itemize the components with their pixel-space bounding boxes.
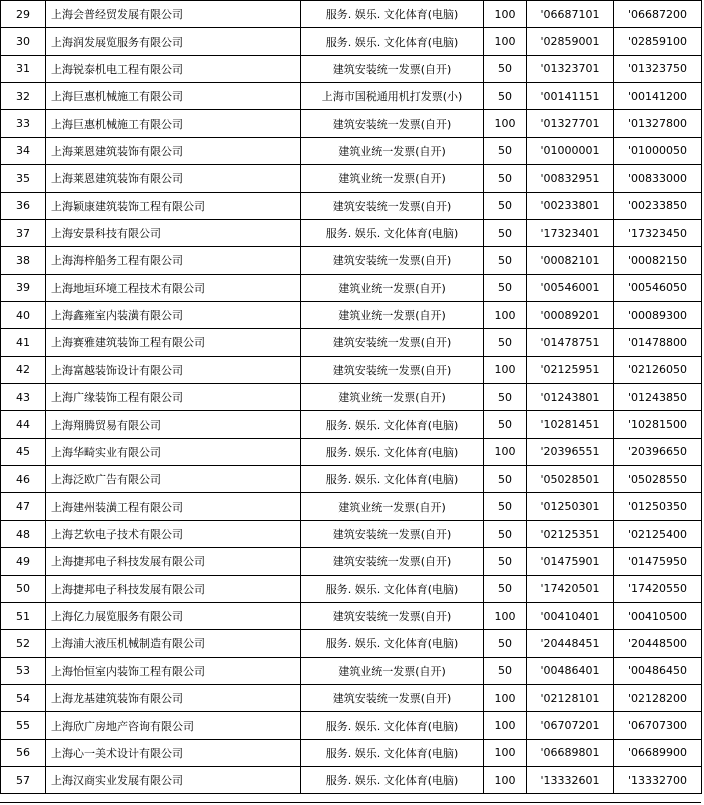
table-row [1, 1, 702, 28]
company-name: 上海海梓船务工程有限公司 [46, 247, 301, 274]
company-name: 上海心一美术设计有限公司 [46, 739, 301, 766]
table-row [1, 520, 702, 547]
start-number: '00832951 [527, 165, 614, 192]
end-number: '17323450 [614, 219, 702, 246]
invoice-type: 服务. 娱乐. 文化体育(电脑) [301, 466, 484, 493]
table-row [1, 28, 702, 55]
start-number: '01478751 [527, 329, 614, 356]
start-number: '00233801 [527, 192, 614, 219]
quantity: 50 [484, 630, 527, 657]
company-name: 上海欣广房地产咨询有限公司 [46, 712, 301, 739]
end-number: '10281500 [614, 411, 702, 438]
end-number: '01250350 [614, 493, 702, 520]
quantity: 100 [484, 767, 527, 794]
invoice-type: 服务. 娱乐. 文化体育(电脑) [301, 411, 484, 438]
end-number: '00546050 [614, 274, 702, 301]
end-number: '02128200 [614, 684, 702, 711]
start-number: '00089201 [527, 301, 614, 328]
table-row [1, 329, 702, 356]
end-number: '00089300 [614, 301, 702, 328]
row-number: 31 [1, 55, 46, 82]
quantity: 100 [484, 356, 527, 383]
quantity: 50 [484, 55, 527, 82]
table-row [1, 493, 702, 520]
start-number: '06707201 [527, 712, 614, 739]
invoice-type: 建筑安装统一发票(自开) [301, 329, 484, 356]
end-number: '02126050 [614, 356, 702, 383]
company-name: 上海浦大液压机械制造有限公司 [46, 630, 301, 657]
invoice-type: 建筑安装统一发票(自开) [301, 520, 484, 547]
row-number: 52 [1, 630, 46, 657]
invoice-type: 建筑安装统一发票(自开) [301, 55, 484, 82]
company-name: 上海润发展览服务有限公司 [46, 28, 301, 55]
quantity: 50 [484, 384, 527, 411]
row-number: 46 [1, 466, 46, 493]
table-row [1, 83, 702, 110]
start-number: '13332601 [527, 767, 614, 794]
invoice-type: 服务. 娱乐. 文化体育(电脑) [301, 28, 484, 55]
start-number: '20396551 [527, 438, 614, 465]
table-row [1, 438, 702, 465]
invoice-type: 建筑业统一发票(自开) [301, 301, 484, 328]
quantity: 50 [484, 520, 527, 547]
invoice-type: 建筑业统一发票(自开) [301, 137, 484, 164]
invoice-type: 建筑业统一发票(自开) [301, 657, 484, 684]
end-number: '20396650 [614, 438, 702, 465]
table-row [1, 684, 702, 711]
start-number: '01327701 [527, 110, 614, 137]
end-number: '00082150 [614, 247, 702, 274]
quantity: 50 [484, 137, 527, 164]
row-number: 49 [1, 548, 46, 575]
table-row [1, 165, 702, 192]
invoice-type: 建筑业统一发票(自开) [301, 493, 484, 520]
invoice-type: 上海市国税通用机打发票(小) [301, 83, 484, 110]
quantity: 50 [484, 493, 527, 520]
row-number: 30 [1, 28, 46, 55]
start-number: '06687101 [527, 1, 614, 28]
end-number: '00233850 [614, 192, 702, 219]
end-number: '00141200 [614, 83, 702, 110]
invoice-type: 建筑安装统一发票(自开) [301, 356, 484, 383]
table-row [1, 575, 702, 602]
quantity: 100 [484, 28, 527, 55]
company-name: 上海巨惠机械施工有限公司 [46, 83, 301, 110]
quantity: 100 [484, 712, 527, 739]
invoice-type: 建筑业统一发票(自开) [301, 165, 484, 192]
quantity: 100 [484, 602, 527, 629]
row-number: 50 [1, 575, 46, 602]
row-number: 37 [1, 219, 46, 246]
row-number: 40 [1, 301, 46, 328]
quantity: 100 [484, 438, 527, 465]
start-number: '02125951 [527, 356, 614, 383]
row-number: 38 [1, 247, 46, 274]
company-name: 上海怡恒室内装饰工程有限公司 [46, 657, 301, 684]
invoice-type: 服务. 娱乐. 文化体育(电脑) [301, 575, 484, 602]
row-number: 35 [1, 165, 46, 192]
invoice-type: 建筑安装统一发票(自开) [301, 247, 484, 274]
company-name: 上海莱恩建筑装饰有限公司 [46, 137, 301, 164]
company-name: 上海龙基建筑装饰有限公司 [46, 684, 301, 711]
start-number: '00546001 [527, 274, 614, 301]
row-number: 48 [1, 520, 46, 547]
start-number: '02859001 [527, 28, 614, 55]
table-row [1, 384, 702, 411]
end-number: '20448500 [614, 630, 702, 657]
quantity: 50 [484, 165, 527, 192]
company-name: 上海富越装饰设计有限公司 [46, 356, 301, 383]
end-number: '00833000 [614, 165, 702, 192]
row-number: 43 [1, 384, 46, 411]
table-row [1, 548, 702, 575]
quantity: 50 [484, 411, 527, 438]
row-number: 42 [1, 356, 46, 383]
company-name: 上海巨惠机械施工有限公司 [46, 110, 301, 137]
invoice-type: 服务. 娱乐. 文化体育(电脑) [301, 1, 484, 28]
row-number: 47 [1, 493, 46, 520]
company-name: 上海汉商实业发展有限公司 [46, 767, 301, 794]
quantity: 50 [484, 219, 527, 246]
end-number: '02125400 [614, 520, 702, 547]
end-number: '02859100 [614, 28, 702, 55]
table-row [1, 602, 702, 629]
table-row [1, 657, 702, 684]
invoice-type: 服务. 娱乐. 文化体育(电脑) [301, 219, 484, 246]
start-number: '00410401 [527, 602, 614, 629]
invoice-type: 服务. 娱乐. 文化体育(电脑) [301, 630, 484, 657]
start-number: '17323401 [527, 219, 614, 246]
invoice-type: 建筑业统一发票(自开) [301, 384, 484, 411]
company-name: 上海捷邦电子科技发展有限公司 [46, 575, 301, 602]
row-number: 56 [1, 739, 46, 766]
end-number: '17420550 [614, 575, 702, 602]
invoice-type: 建筑安装统一发票(自开) [301, 110, 484, 137]
company-name: 上海赛雅建筑装饰工程有限公司 [46, 329, 301, 356]
row-number: 34 [1, 137, 46, 164]
table-row [1, 356, 702, 383]
quantity: 100 [484, 739, 527, 766]
start-number: '02128101 [527, 684, 614, 711]
table-row [1, 247, 702, 274]
company-name: 上海华畸实业有限公司 [46, 438, 301, 465]
start-number: '01000001 [527, 137, 614, 164]
table-row [1, 110, 702, 137]
end-number: '05028550 [614, 466, 702, 493]
invoice-type: 服务. 娱乐. 文化体育(电脑) [301, 712, 484, 739]
company-name: 上海艺软电子技术有限公司 [46, 520, 301, 547]
invoice-type: 建筑安装统一发票(自开) [301, 602, 484, 629]
table-row [1, 466, 702, 493]
quantity: 50 [484, 329, 527, 356]
start-number: '20448451 [527, 630, 614, 657]
table-row [1, 192, 702, 219]
company-name: 上海翔腾贸易有限公司 [46, 411, 301, 438]
invoice-type: 建筑业统一发票(自开) [301, 274, 484, 301]
table-row [1, 630, 702, 657]
quantity: 50 [484, 657, 527, 684]
end-number: '00410500 [614, 602, 702, 629]
row-number: 33 [1, 110, 46, 137]
quantity: 100 [484, 110, 527, 137]
table-row [1, 301, 702, 328]
invoice-table-body [1, 1, 702, 794]
company-name: 上海泛欧广告有限公司 [46, 466, 301, 493]
table-row [1, 55, 702, 82]
start-number: '01250301 [527, 493, 614, 520]
start-number: '10281451 [527, 411, 614, 438]
company-name: 上海锐泰机电工程有限公司 [46, 55, 301, 82]
company-name: 上海亿力展览服务有限公司 [46, 602, 301, 629]
quantity: 50 [484, 274, 527, 301]
table-row [1, 739, 702, 766]
company-name: 上海鑫雍室内装潢有限公司 [46, 301, 301, 328]
company-name: 上海广缘装饰工程有限公司 [46, 384, 301, 411]
company-name: 上海会普经贸发展有限公司 [46, 1, 301, 28]
end-number: '06687200 [614, 1, 702, 28]
company-name: 上海建州装潢工程有限公司 [46, 493, 301, 520]
quantity: 50 [484, 247, 527, 274]
invoice-type: 服务. 娱乐. 文化体育(电脑) [301, 739, 484, 766]
row-number: 44 [1, 411, 46, 438]
row-number: 54 [1, 684, 46, 711]
end-number: '00486450 [614, 657, 702, 684]
quantity: 50 [484, 575, 527, 602]
company-name: 上海莱恩建筑装饰有限公司 [46, 165, 301, 192]
end-number: '01475950 [614, 548, 702, 575]
end-number: '01478800 [614, 329, 702, 356]
start-number: '02125351 [527, 520, 614, 547]
invoice-type: 建筑安装统一发票(自开) [301, 192, 484, 219]
invoice-type: 服务. 娱乐. 文化体育(电脑) [301, 767, 484, 794]
row-number: 57 [1, 767, 46, 794]
start-number: '06689801 [527, 739, 614, 766]
start-number: '00082101 [527, 247, 614, 274]
row-number: 41 [1, 329, 46, 356]
table-row [1, 712, 702, 739]
quantity: 50 [484, 466, 527, 493]
start-number: '17420501 [527, 575, 614, 602]
invoice-type: 建筑安装统一发票(自开) [301, 684, 484, 711]
end-number: '06707300 [614, 712, 702, 739]
invoice-type: 服务. 娱乐. 文化体育(电脑) [301, 438, 484, 465]
quantity: 50 [484, 192, 527, 219]
start-number: '01243801 [527, 384, 614, 411]
row-number: 45 [1, 438, 46, 465]
start-number: '00486401 [527, 657, 614, 684]
table-row [1, 219, 702, 246]
start-number: '05028501 [527, 466, 614, 493]
table-row [1, 274, 702, 301]
end-number: '01243850 [614, 384, 702, 411]
table-row [1, 137, 702, 164]
company-name: 上海捷邦电子科技发展有限公司 [46, 548, 301, 575]
company-name: 上海颖康建筑装饰工程有限公司 [46, 192, 301, 219]
row-number: 39 [1, 274, 46, 301]
quantity: 50 [484, 83, 527, 110]
row-number: 53 [1, 657, 46, 684]
end-number: '01327800 [614, 110, 702, 137]
quantity: 100 [484, 1, 527, 28]
table-row [1, 411, 702, 438]
end-number: '01323750 [614, 55, 702, 82]
end-number: '13332700 [614, 767, 702, 794]
row-number: 55 [1, 712, 46, 739]
invoice-type: 建筑安装统一发票(自开) [301, 548, 484, 575]
row-number: 51 [1, 602, 46, 629]
start-number: '00141151 [527, 83, 614, 110]
end-number: '06689900 [614, 739, 702, 766]
start-number: '01475901 [527, 548, 614, 575]
company-name: 上海安景科技有限公司 [46, 219, 301, 246]
start-number: '01323701 [527, 55, 614, 82]
quantity: 100 [484, 301, 527, 328]
row-number: 36 [1, 192, 46, 219]
row-number: 29 [1, 1, 46, 28]
table-row [1, 767, 702, 794]
company-name: 上海地垣环境工程技术有限公司 [46, 274, 301, 301]
quantity: 100 [484, 684, 527, 711]
row-number: 32 [1, 83, 46, 110]
quantity: 50 [484, 548, 527, 575]
end-number: '01000050 [614, 137, 702, 164]
